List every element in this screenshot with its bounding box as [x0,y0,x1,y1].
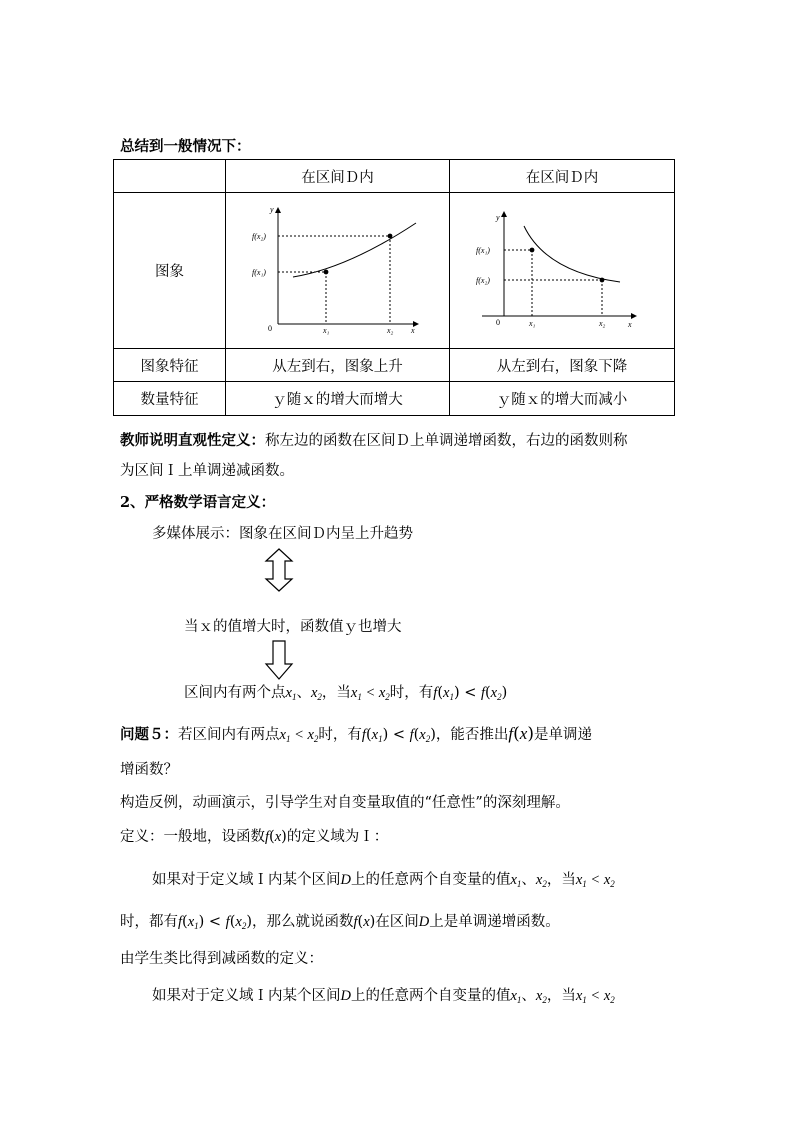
teacher-text: 称左边的函数在区间Ｄ上单调递增函数，右边的函数则称 [265,433,628,449]
two-points-line: 区间内有两个点$x_1$、$x_2$，当$x_1 < x_2$时，有$f(x_1) < f(x_2)$ [184,685,508,702]
table-corner-cell [114,160,226,193]
x1-label: x₁ [529,318,536,328]
table-row-label: 图象特征 [114,349,226,382]
point-x2 [387,233,392,238]
text-segment: ，当 [321,685,351,701]
table-cell: ｙ随ｘ的增大而减小 [450,382,675,416]
point-x2 [600,277,605,282]
table-row-graph-feature [114,349,675,382]
text-segment: 的定义域为Ｉ： [286,829,389,845]
text-segment: 如果对于定义域Ｉ内某个区间 [152,988,341,1004]
text-segment: ，能否推出 [435,727,509,743]
question-5: 问题５：若区间内有两点$x_1 < x_2$时，有$f(x_1) < f(x_2)$，能否推出f(x)是单调递 [120,724,592,744]
x-axis-label: x [628,319,632,329]
text-segment: ，当 [546,988,576,1004]
text-segment: 、 [521,872,536,888]
text-segment: 时，都有 [120,914,178,930]
text-segment: 定义：一般地，设函数 [120,829,265,845]
double-arrow-icon [264,548,294,592]
y-axis-label: y [496,212,500,222]
down-arrow-icon [264,640,294,680]
table-row-quantity-feature [114,382,675,416]
text-segment: 时，有 [389,685,434,701]
table-header-decreasing: 在区间Ｄ内 [450,160,675,193]
table-header-row [114,160,675,193]
decreasing-graph-cell [450,193,675,349]
table-cell: 从左到右，图象下降 [450,349,675,382]
text-segment: 上的任意两个自变量的值 [350,988,511,1004]
when-x-increases-line: 当ｘ的值增大时，函数值ｙ也增大 [184,619,402,635]
f-x1-label: f(x₁) [251,267,266,277]
decreasing-function-graph [462,196,662,346]
increasing-definition-cont: 时，都有$f(x_1) < f(x_2)$，那么就说函数f(x)在区间D上是单调递增函数。 [120,914,560,931]
point-x1 [323,269,328,274]
text-segment: 上的任意两个自变量的值 [350,872,511,888]
table-row-label: 数量特征 [114,382,226,416]
decreasing-definition: 如果对于定义域Ｉ内某个区间D上的任意两个自变量的值$x_1$、$x_2$，当$x_1 < x_2$ [152,988,615,1005]
increasing-graph-cell [226,193,450,349]
question-5-label: 问题５： [120,726,178,743]
f-x1-label: f(x₁) [476,245,490,255]
text-segment: 如果对于定义域Ｉ内某个区间 [152,872,341,888]
origin-label: 0 [496,317,500,327]
section-2-title: 2、严格数学语言定义： [120,494,276,511]
origin-label: 0 [267,323,272,333]
text-segment: 上是单调递增函数。 [429,914,560,930]
point-x1 [530,247,535,252]
student-analogy-line: 由学生类比得到减函数的定义： [120,951,323,967]
teacher-explanation [120,429,628,450]
x-axis-label: x [410,325,415,335]
multimedia-line: 多媒体展示：图象在区间Ｄ内呈上升趋势 [152,526,413,542]
text-segment: ，那么就说函数 [251,914,354,930]
question-5-cont: 增函数？ [120,762,178,778]
f-x2-label: f(x₂) [251,231,266,241]
x2-label: x₂ [386,325,393,335]
text-segment: 是单调递 [533,727,592,743]
table-cell: 从左到右，图象上升 [226,349,450,382]
x1-label: x₁ [322,325,329,335]
teacher-explanation-cont: 为区间Ｉ上单调递减函数。 [120,463,294,479]
decreasing-curve [524,226,620,282]
text-segment: 、 [521,988,536,1004]
table-cell: ｙ随ｘ的增大而增大 [226,382,450,416]
table-row-label: 图象 [114,193,226,349]
text-segment: 时，有 [318,727,362,743]
f-x2-label: f(x₂) [476,275,490,285]
table-header-increasing: 在区间Ｄ内 [226,160,450,193]
summary-table [113,159,675,416]
general-heading: 总结到一般情况下： [120,138,251,155]
increasing-curve [293,223,416,277]
increasing-function-graph [238,196,438,346]
text-segment: 、 [296,685,311,701]
x2-label: x₂ [599,318,606,328]
definition-line: 定义：一般地，设函数f(x)的定义域为Ｉ： [120,829,389,845]
text-segment: 在区间 [375,914,419,930]
table-row-graph [114,193,675,349]
teacher-label: 教师说明直观性定义： [120,432,265,449]
y-axis-label: y [269,204,274,214]
counterexample-line: 构造反例，动画演示，引导学生对自变量取值的“任意性”的深刻理解。 [120,795,570,811]
text-segment: 若区间内有两点 [178,727,280,743]
text-segment: 区间内有两个点 [184,685,286,701]
text-segment: ，当 [546,872,576,888]
increasing-definition: 如果对于定义域Ｉ内某个区间D上的任意两个自变量的值$x_1$、$x_2$，当$x_1 < x_2$ [152,872,615,889]
